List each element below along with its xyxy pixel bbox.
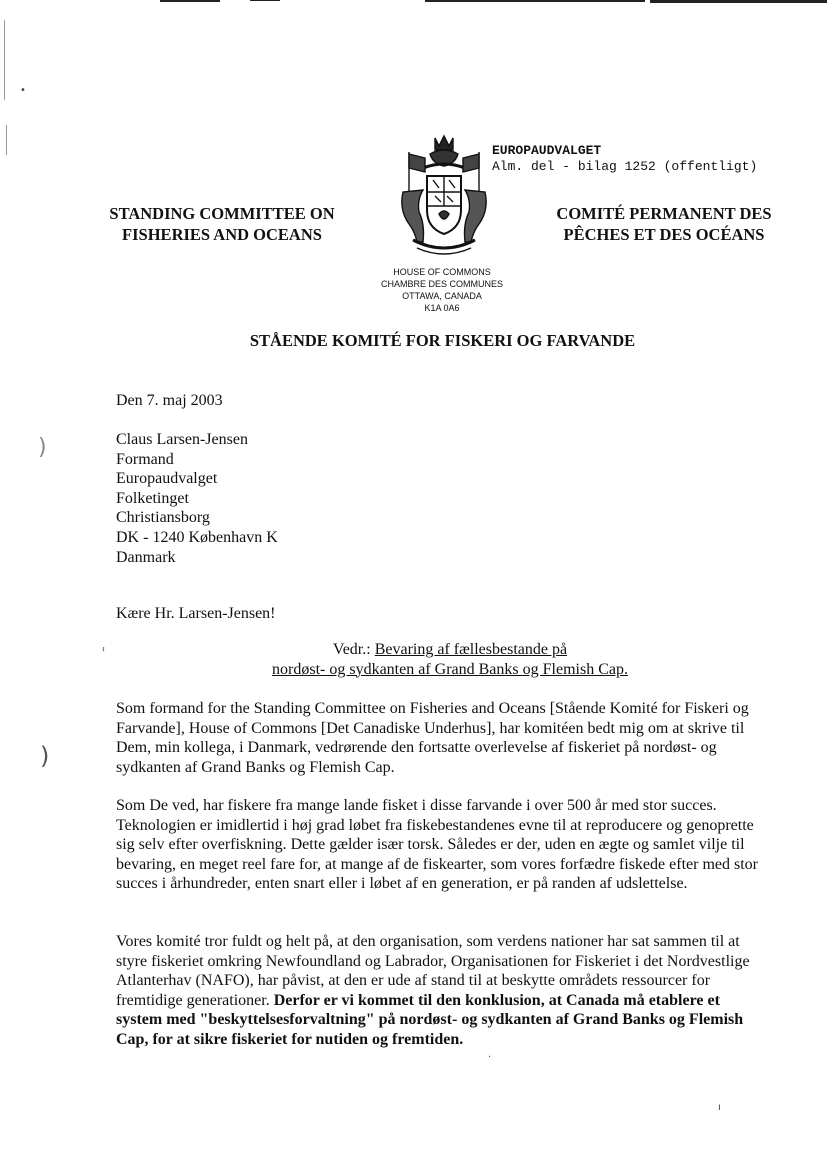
subject-line: [250, 640, 650, 679]
scan-speck: ): [38, 435, 47, 460]
scan-speck: •: [20, 85, 26, 96]
paragraph-3-conclusion: Derfor er vi kommet til den konklusion, at Canada må etablere et system med "beskyttelsesforvaltning" på nordøst- og sydkanten af Grand Banks og Flemish Cap, for at sikre fiskeriet for nutiden og fremtiden.: [116, 991, 744, 1048]
recipient-line: Formand: [116, 450, 174, 468]
scan-speck: ·: [488, 1052, 492, 1063]
recipient-line: Christiansborg: [116, 509, 210, 527]
letter-date: Den 7. maj 2003: [116, 392, 223, 409]
address-line: HOUSE OF COMMONS: [393, 267, 491, 277]
paragraph-3-text: Vores komité tror fuldt og helt på, at den organisation, som verdens nationer har sat sammen til at styre fiskeriet omkring Newfoundland og Labrador, Organisationen for Fiskeriet i det Nordvestlige Atlanterhav (NAFO), har påvist, at den er ude af stand til at beskytte områdets ressourcer for fremtidige generationer.: [116, 933, 750, 1009]
subject-line1: Bevaring af fællesbestande på: [374, 641, 568, 658]
scan-speck: ⸯ: [100, 648, 107, 662]
address-line: OTTAWA, CANADA: [402, 291, 482, 301]
subject-line2: nordøst- og sydkanten af Grand Banks og Flemish Cap.: [272, 660, 628, 678]
recipient-line: Danmark: [116, 548, 176, 566]
archive-stamp: [492, 143, 757, 175]
committee-french-line1: COMITÉ PERMANENT DES: [556, 204, 772, 223]
scan-edge-line: [425, 0, 645, 2]
recipient-line: Folketinget: [116, 489, 189, 507]
house-of-commons-address: [362, 266, 522, 314]
salutation: Kære Hr. Larsen-Jensen!: [116, 605, 276, 622]
address-line: K1A 0A6: [424, 303, 460, 313]
committee-name-english: [92, 203, 352, 245]
paragraph-1: Som formand for the Standing Committee on Fisheries and Oceans [Stående Komité for Fiskeri og Farvande], House of Commons [Det Canadiske Underhus], har komitéen bedt mig om at skrive til Dem, min kollega, i Danmark, vedrørende den fortsatte overlevelse af fiskeriet på nordøst- og sydkanten af Grand Banks og Flemish Cap.: [116, 700, 749, 776]
scan-margin-line: [6, 125, 7, 155]
scan-speck: ı: [718, 1102, 721, 1113]
committee-english-line1: STANDING COMMITTEE ON: [109, 204, 335, 223]
subject-prefix: Vedr.:: [332, 641, 375, 658]
committee-name-french: [534, 203, 794, 245]
stamp-line2: Alm. del - bilag 1252 (offentligt): [492, 159, 758, 174]
danish-committee-title: STÅENDE KOMITÉ FOR FISKERI OG FARVANDE: [249, 331, 636, 350]
stamp-line1: EUROPAUDVALGET: [492, 143, 602, 158]
recipient-address: [116, 430, 278, 567]
recipient-line: Europaudvalget: [116, 470, 218, 488]
address-line: CHAMBRE DES COMMUNES: [380, 279, 503, 289]
scan-margin-line: [4, 20, 5, 100]
recipient-line: DK - 1240 København K: [116, 528, 278, 546]
paragraph-3: [116, 932, 766, 1050]
scan-edge-line: [650, 0, 827, 3]
committee-french-line2: PÊCHES ET DES OCÉANS: [563, 225, 765, 244]
committee-english-line2: FISHERIES AND OCEANS: [122, 225, 322, 244]
scan-edge-line: [250, 0, 280, 1]
paragraph-2: Som De ved, har fiskere fra mange lande fisket i disse farvande i over 500 år med stor succes. Teknologien er imidlertid i høj grad løbet fra fiskebestandenes evne til at reproducere og genoprette sig selv efter overfiskning. Dette gælder især torsk. Således er der, uden en ægte og samlet vilje til bevaring, en meget reel fare for, at mange af de fiskearter, som vores forfædre fiskede efter med stor succes i århundreder, enten snart eller i løbet af en generation, er på randen af udslettelse.: [116, 797, 758, 893]
scan-speck: ): [40, 742, 50, 770]
scan-edge-line: [160, 0, 220, 2]
canadian-coat-of-arms-icon: [395, 132, 493, 262]
recipient-line: Claus Larsen-Jensen: [116, 431, 248, 448]
